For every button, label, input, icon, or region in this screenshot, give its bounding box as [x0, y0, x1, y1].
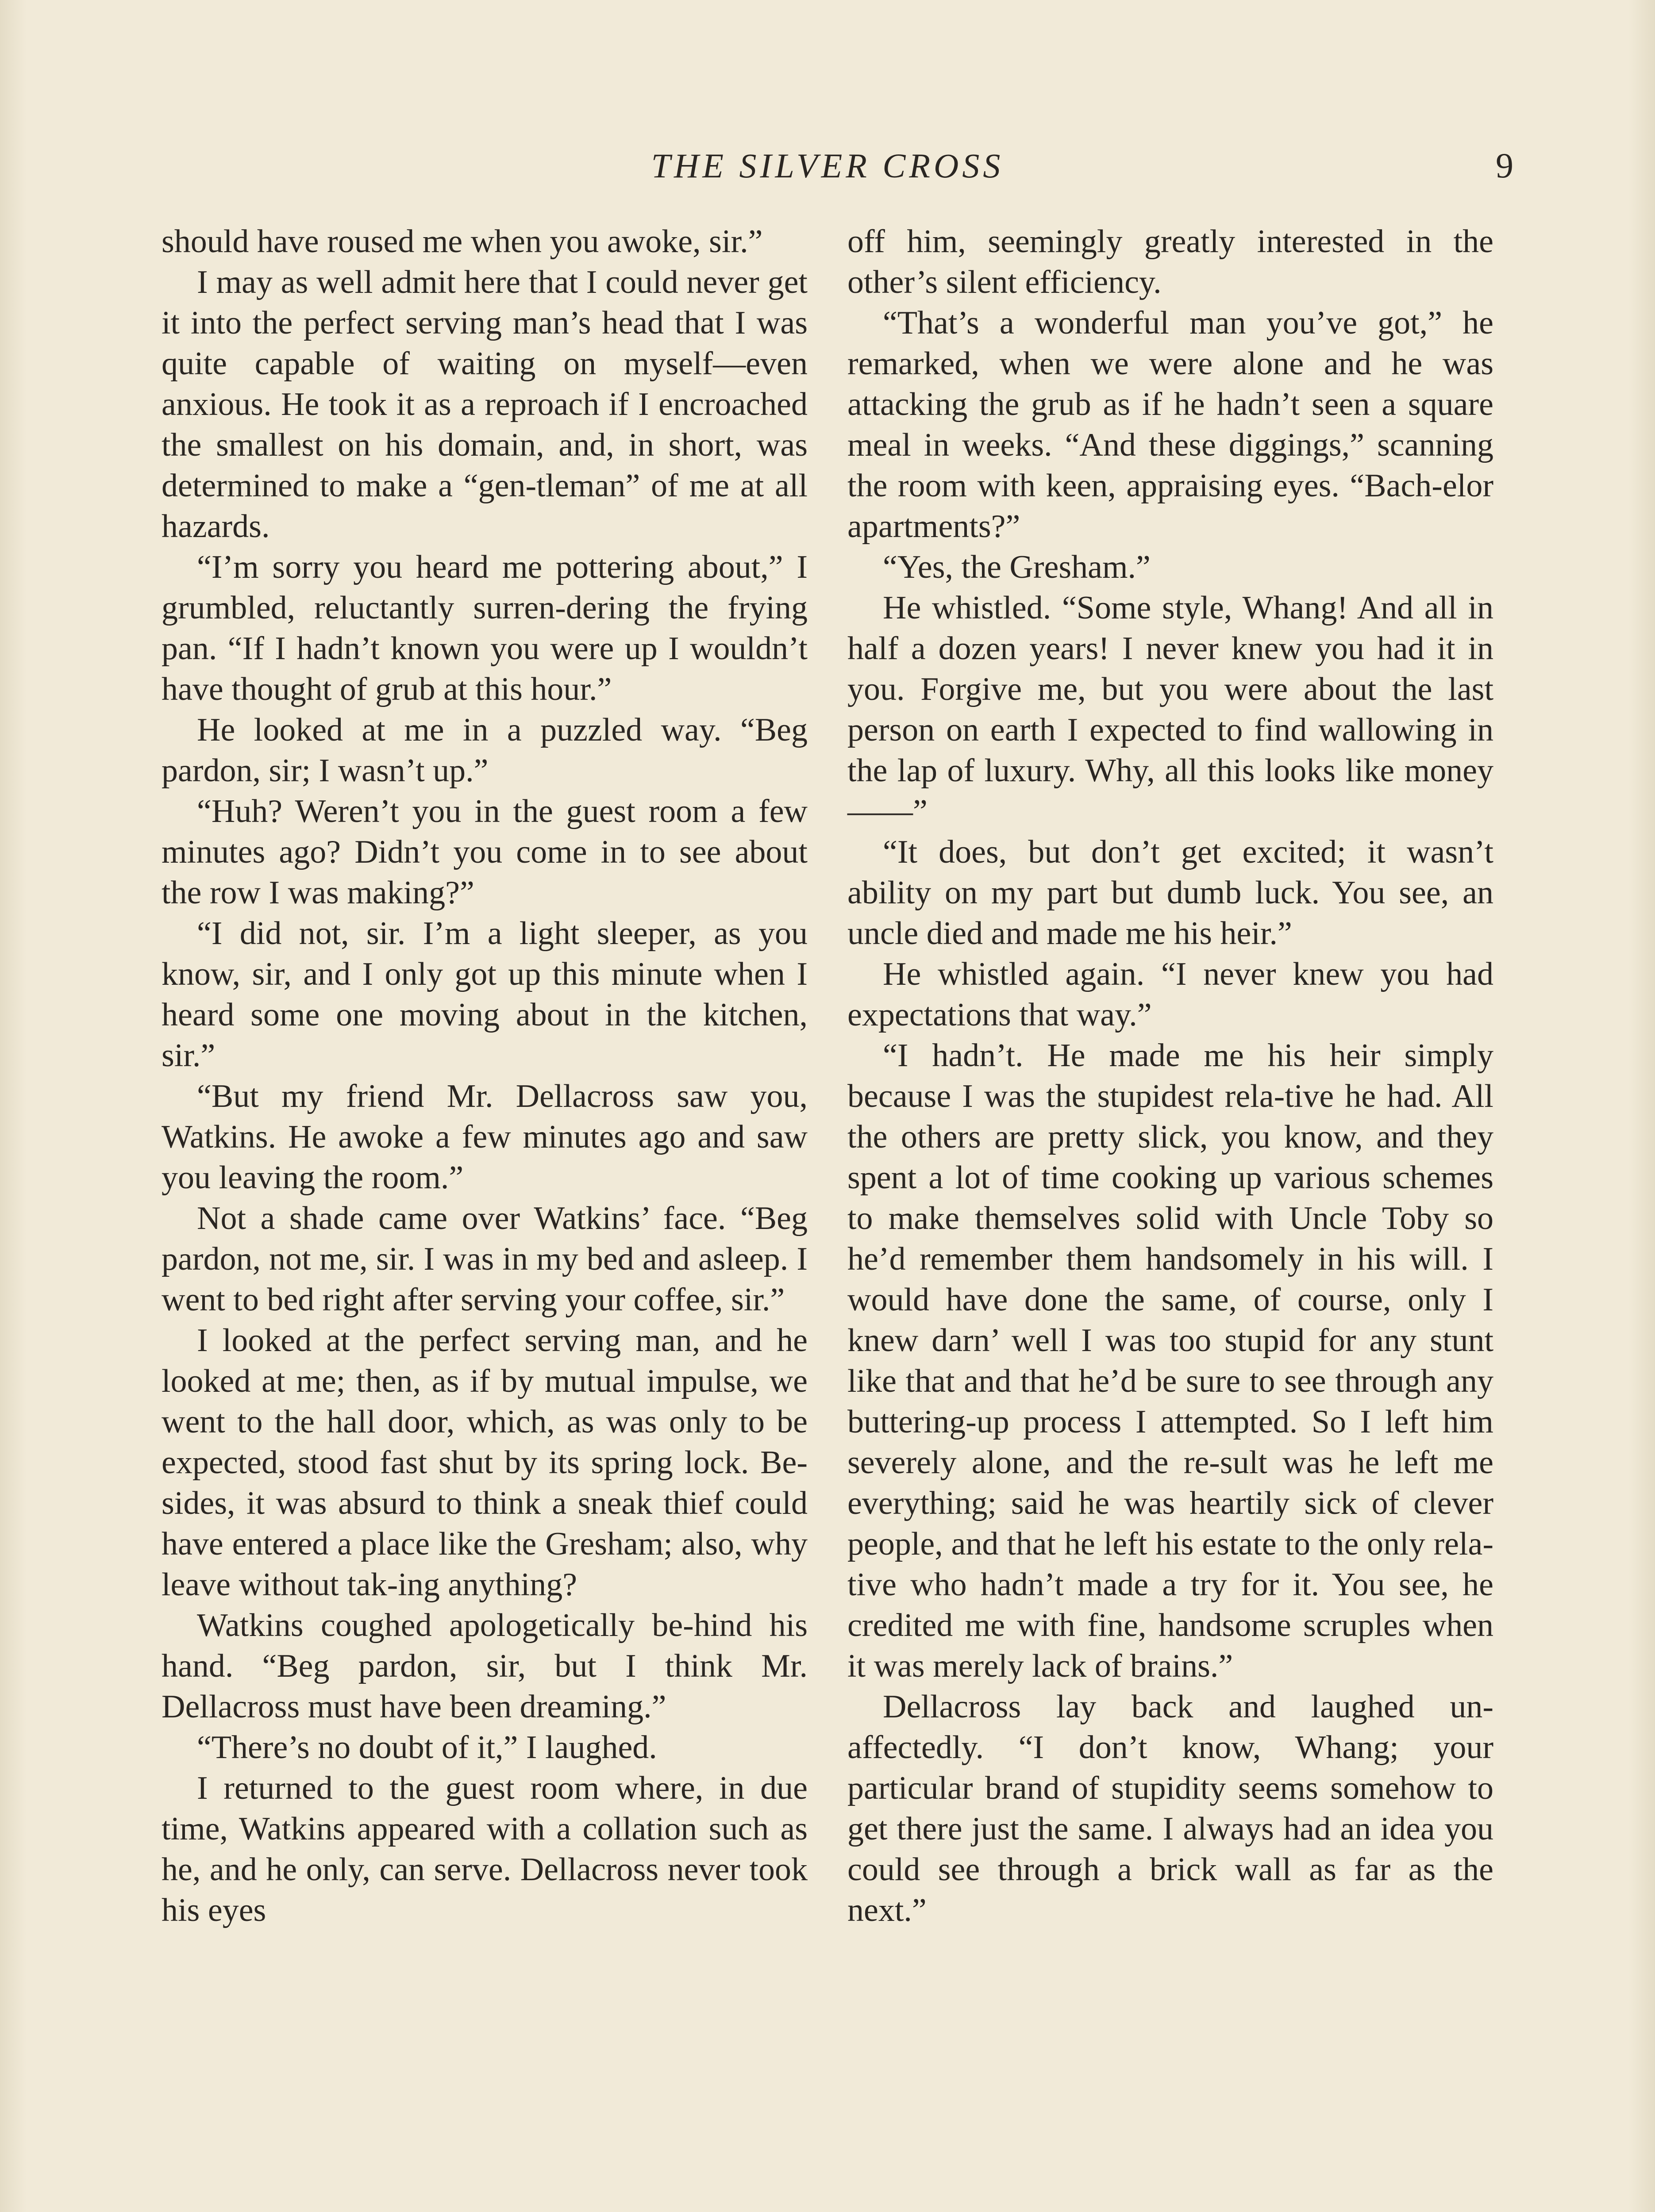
paragraph: Not a shade came over Watkins’ face. “Beg pardon, not me, sir. I was in my bed and asleep. I went to bed right after serving your coffee, sir.” [162, 1200, 808, 1318]
left-column [162, 221, 808, 1931]
right-column [847, 221, 1493, 1931]
paragraph: I returned to the guest room where, in due time, Watkins appeared with a collation such as he, and he only, can serve. Dellacross never took his eyes [162, 1770, 808, 1928]
paragraph: “It does, but don’t get excited; it wasn’t ability on my part but dumb luck. You see, an uncle died and made me his heir.” [847, 834, 1493, 952]
paragraph: “There’s no doubt of it,” I laughed. [197, 1729, 657, 1766]
running-title: THE SILVER CROSS [651, 146, 1004, 185]
paragraph: He whistled. “Some style, Whang! And all in half a dozen years! I never knew you had it in you. Forgive me, but you were about the last person on earth I expected to find wallowing in the lap of luxury. Why, all this looks like money——” [847, 590, 1493, 830]
paragraph: I looked at the perfect serving man, and he looked at me; then, as if by mutual impulse, we went to the hall door, which, as was only to be expected, stood fast shut by its spring lock. Be-sides, it was absurd to think a sneak thief could have entered a place like the Gresham; also, why leave without tak-ing anything? [162, 1322, 808, 1603]
paragraph: “Huh? Weren’t you in the guest room a few minutes ago? Didn’t you come in to see about the row I was making?” [162, 793, 808, 911]
paragraph: should have roused me when you awoke, sir.” [162, 223, 763, 260]
paragraph: I may as well admit here that I could never get it into the perfect serving man’s head that I was quite capable of waiting on myself—even anxious. He took it as a reproach if I encroached the smallest on his domain, and, in short, was determined to make a “gen-tleman” of me at all hazards. [162, 264, 808, 545]
paragraph: “Yes, the Gresham.” [883, 549, 1151, 585]
paragraph: “I did not, sir. I’m a light sleeper, as you know, sir, and I only got up this minute when I heard some one moving about in the kitchen, sir.” [162, 915, 808, 1074]
page-number: 9 [1496, 146, 1513, 185]
paragraph: “But my friend Mr. Dellacross saw you, Watkins. He awoke a few minutes ago and saw you leaving the room.” [162, 1078, 808, 1196]
page-edge-right [1628, 0, 1655, 2212]
paragraph: He whistled again. “I never knew you had expectations that way.” [847, 956, 1493, 1033]
paragraph: “That’s a wonderful man you’ve got,” he remarked, when we were alone and he was attacking the grub as if he hadn’t seen a square meal in weeks. “And these diggings,” scanning the room with keen, appraising eyes. “Bach-elor apartments?” [847, 305, 1493, 545]
paragraph: “I hadn’t. He made me his heir simply because I was the stupidest rela-tive he had. All the others are pretty slick, you know, and they spent a lot of time cooking up various schemes to make themselves solid with Uncle Toby so he’d remember them handsomely in his will. I would have done the same, of course, only I knew darn’ well I was too stupid for any stunt like that and that he’d be sure to see through any buttering-up process I attempted. So I left him severely alone, and the re-sult was he left me everything; said he was heartily sick of clever people, and that he left his estate to the only rela-tive who hadn’t made a try for it. You see, he credited me with fine, handsome scruples when it was merely lack of brains.” [847, 1037, 1493, 1684]
paragraph: Dellacross lay back and laughed un-affectedly. “I don’t know, Whang; your particular brand of stupidity seems somehow to get there just the same. I always had an idea you could see through a brick wall as far as the next.” [847, 1689, 1493, 1928]
paragraph: off him, seemingly greatly interested in the other’s silent efficiency. [847, 223, 1493, 300]
paragraph: Watkins coughed apologetically be-hind his hand. “Beg pardon, sir, but I think Mr. Dellacross must have been dreaming.” [162, 1607, 808, 1725]
paragraph: “I’m sorry you heard me pottering about,” I grumbled, reluctantly surren-dering the frying pan. “If I hadn’t known you were up I wouldn’t have thought of grub at this hour.” [162, 549, 808, 707]
page-edge-left [0, 0, 27, 2212]
paragraph: He looked at me in a puzzled way. “Beg pardon, sir; I wasn’t up.” [162, 712, 808, 789]
